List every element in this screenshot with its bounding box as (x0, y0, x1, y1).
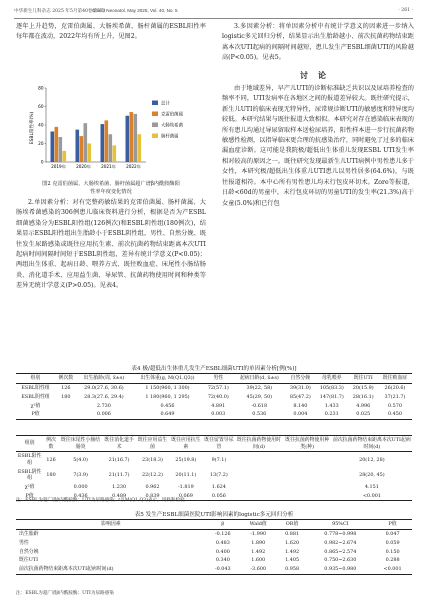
column-header: 母乳喂养 (315, 374, 348, 384)
discussion-heading: 讨论 (300, 69, 336, 80)
table-cell: 8.140 (293, 402, 308, 409)
table-cell: 0.450 (378, 410, 412, 419)
column-header: 影响因素 (16, 520, 206, 530)
table-row (16, 452, 412, 468)
table-cell: 28.3(27.6, 29.4) (84, 393, 124, 400)
table-cell: 0.340 (215, 557, 230, 564)
table4-title: 表4 极/超低出生体重儿发生产ESBL细菌UTI的单因素分析[例(%)] (131, 366, 297, 372)
table-cell: 1.620 (285, 539, 300, 546)
table-row (16, 383, 412, 392)
table-cell: ESBL阳性组 (16, 383, 55, 392)
table-cell: 2.730 (96, 402, 111, 409)
table-cell: 28(20, 45) (359, 471, 385, 478)
table-cell: 1 180(960, 1 295) (145, 393, 190, 400)
table-cell: 147(81.7) (319, 393, 344, 400)
table4-part2 (16, 435, 412, 501)
table-cell: 0.150 (385, 548, 400, 555)
legend-swatch (152, 112, 158, 117)
table-cell: 126 (43, 452, 59, 468)
table-cell: 21(16.7) (102, 452, 135, 468)
table-cell: 25(19.8) (169, 452, 202, 468)
table-cell: 13(7.2) (210, 471, 228, 478)
table-cell: 0.456 (160, 402, 175, 409)
table-cell: 23(18.3) (136, 452, 169, 468)
table-row (16, 393, 412, 402)
bar (109, 134, 113, 162)
bar (138, 134, 142, 162)
column-header: 既往抗菌药物使用种类(种) (283, 436, 332, 452)
table-cell: 0.069 (169, 491, 202, 500)
table-cell: -3.600 (240, 565, 277, 574)
table-cell: 1 150(960, 1 300) (131, 383, 203, 392)
table-cell: 1.405 (285, 557, 300, 564)
column-header: 出生体重(g, M(Q1,Q3)) (131, 374, 203, 384)
bar (126, 116, 130, 162)
table-cell: -0.126 (206, 529, 240, 538)
caption-line: 性率年度变化情况 (90, 189, 132, 195)
x-tick-label: 2020年 (76, 164, 91, 169)
y-tick-label: 60 (38, 104, 44, 109)
table-cell: 0.649 (131, 410, 203, 419)
column-header: 组别 (16, 374, 55, 384)
table-cell (283, 483, 332, 492)
column-header: 出生胎龄(周, x̄±s) (76, 374, 131, 384)
page-number: · 261 · (398, 8, 413, 13)
table-cell (235, 467, 282, 482)
left-column-main (16, 198, 206, 292)
table-cell: 1.600 (251, 557, 266, 564)
table-cell: 0.935~0.980 (308, 565, 374, 574)
column-header: 既往应用益生菌 (136, 436, 169, 452)
y-tick-label: 80 (38, 85, 44, 91)
table-cell: <0.001 (332, 491, 412, 500)
table-cell: -0.618 (251, 402, 268, 409)
table-cell: 0.006 (76, 410, 131, 419)
table-cell: 1.492 (285, 548, 300, 555)
column-header: 既往抗菌药物使用时间(d) (235, 436, 282, 452)
table4-part1 (16, 373, 412, 420)
table-cell: 45(29, 50) (246, 393, 273, 400)
journal-name: 中华新生儿科杂志 2025 年5月第40卷第5期 (14, 9, 105, 14)
table-cell: 0.489 (102, 491, 135, 500)
figure-2 (28, 82, 198, 174)
running-header (14, 6, 413, 19)
table-cell: 4.996 (356, 402, 371, 409)
table-cell: 0.000 (73, 483, 88, 490)
paragraph-multivariate: 3.多因素分析：将单因素分析中有统计学意义的因素进一步纳入logistic多元回归分析，结果显示出生胎龄越小、前次抗菌药物结束距离本次UTI起病的间隔时间越短，患儿发生产ESBL细菌UTI的风险越高(P<0.05)。见表5。 (222, 23, 414, 62)
table-cell: 0.436 (59, 491, 103, 500)
table-cell: 20(11.1) (175, 471, 197, 478)
table-cell: 男性 (19, 539, 29, 546)
column-header: Wald值 (240, 520, 277, 530)
table-cell: 0.536 (233, 410, 286, 419)
table-cell: 72(40.0) (207, 393, 229, 400)
bar (59, 137, 63, 162)
table-row (16, 565, 412, 574)
table-cell: 0.483 (215, 539, 230, 546)
bar-chart (28, 82, 198, 174)
table-cell (235, 483, 282, 492)
table-cell: ESBL阴性组 (17, 468, 42, 481)
table-row (16, 483, 412, 492)
table-row (16, 467, 412, 482)
table-cell: -1.819 (178, 483, 194, 490)
table-cell: 20(12, 28) (332, 452, 412, 468)
table-cell (55, 401, 76, 410)
bar (88, 144, 92, 163)
table-cell: 0.025 (349, 410, 378, 419)
legend-swatch (152, 101, 158, 106)
table-cell (283, 452, 332, 468)
table-row (16, 401, 412, 410)
column-header: 例次数 (55, 374, 76, 384)
column-header: 组别 (16, 436, 43, 452)
table-cell: 0.288 (385, 557, 400, 564)
bar (113, 145, 117, 162)
table-cell (55, 410, 76, 419)
bar (51, 131, 55, 162)
legend-label: 克雷伯菌属 (161, 112, 183, 118)
table-cell: χ²值 (30, 402, 41, 409)
table-cell: 39(31.0) (286, 383, 315, 392)
y-axis-label: ESBL阳性率(%) (30, 111, 35, 145)
table-cell: 180 (61, 393, 71, 400)
column-header: 既往应用抗生素 (169, 436, 202, 452)
table-cell: 180 (46, 471, 56, 478)
table-cell: P值 (16, 410, 55, 419)
bar (76, 130, 80, 162)
legend-label: 大肠埃希菌 (161, 123, 183, 129)
table-cell: 0.003 (204, 410, 233, 419)
column-header: 既往UTI (349, 374, 378, 384)
table-cell: 5(4.0) (59, 452, 103, 468)
table-cell: 20(15.9) (349, 383, 378, 392)
table-header-row (16, 520, 412, 530)
table-cell: 126 (55, 383, 76, 392)
bar (55, 127, 59, 162)
y-tick-label: 0 (40, 159, 44, 165)
table-cell (43, 483, 59, 492)
bar (84, 123, 88, 162)
table-cell: 85(47.2) (289, 393, 311, 400)
table-cell: 4.891 (211, 402, 226, 409)
table-cell: 0.231 (315, 410, 348, 419)
column-header: 既往床尾性小肠结肠炎 (59, 436, 103, 452)
column-header: 既往败血症 (378, 374, 412, 384)
table-cell: 0.056 (203, 491, 236, 500)
bar (105, 120, 109, 162)
bar (80, 136, 84, 162)
paragraph: 逐年上升趋势，克雷伯菌属、大肠埃希菌、肠杆菌属的ESBL阳性率每年都在波动，2022年均有所上升，见图2。 (16, 23, 206, 41)
right-column (222, 22, 414, 209)
chart-bars (51, 112, 142, 162)
table5-title: 表5 发生产ESBL细菌医院UTI影响因素的logistic多元回归分析 (134, 512, 294, 518)
table-cell: 1.492 (251, 548, 266, 555)
table-cell: 21(11.7) (108, 471, 130, 478)
column-header: 例次数 (43, 436, 59, 452)
column-header: P值 (373, 520, 412, 530)
table-cell: <0.001 (373, 565, 412, 574)
journal-citation: Chin J Neonatol, May 2025, Vol. 40, No. 5 (92, 8, 178, 13)
table-cell: 29.0(27.6, 30.6) (76, 383, 131, 392)
table-cell: 0.047 (373, 529, 412, 538)
y-tick-label: 40 (38, 122, 44, 128)
y-tick-label: 20 (38, 141, 44, 146)
column-header: OR值 (277, 520, 308, 530)
table-cell: 0.962 (145, 483, 160, 490)
table-cell (235, 452, 282, 468)
table4-note: 注：ESBL为超广谱β内酰胺酶；UTI为尿路感染；ᵃ以M(Q1,Q3)表示，用秩和检验 (16, 498, 185, 503)
table-row (16, 410, 412, 419)
table-cell: 0.570 (387, 402, 402, 409)
table-cell: -1.990 (240, 529, 277, 538)
bar (101, 124, 105, 162)
table-cell: 前次抗菌药物结束距离本次UTI起病时间(d) (16, 565, 206, 574)
table-cell: 22(12.2) (142, 471, 163, 478)
table-cell: χ²值 (24, 483, 35, 490)
table-cell: P值 (16, 491, 43, 500)
bar (134, 114, 138, 162)
table-cell: 0.839 (136, 491, 169, 500)
table-cell: ESBL阴性组 (21, 393, 50, 400)
table-cell: 0.400 (215, 548, 230, 555)
paragraph-univariate: 2.单因素分析：对有完整药敏结果的克雷伯菌属、肠杆菌属、大肠埃希菌感染的306例患儿临床资料进行分析，根据是否为产ESBL细菌感染分为ESBL阳性组(126例次)和ESBL阴性组(180例次)，结果显示ESBL阳性组出生胎龄小于ESBL阴性组，男性、自然分娩、既往发生尿路感染或既往应用抗生素、前次抗菌药物结束距离本次UTI起病时间间隔时间短于ESBL阴性组，差异有统计学意义(P<0.05)；两组出生体重、起病日龄、喂养方式、既往败血症、床尾性小肠结肠炎、消化道手术、应用益生菌、导尿管、抗菌药物使用时间和种类等差异无统计学意义(P>0.05)。见表4。 (16, 199, 206, 290)
table-cell: 72(57.1) (204, 383, 233, 392)
caption-line: 图2 克雷伯菌属、大肠埃希菌、肠杆菌属超广谱β内酰胺酶阳 (42, 181, 180, 187)
table-header-row (16, 374, 412, 384)
left-column-top (16, 22, 206, 43)
table-cell: 自然分娩 (19, 548, 39, 555)
table-cell: 1.433 (324, 402, 339, 409)
x-tick-label: 2019年 (51, 164, 66, 169)
table-cell (283, 467, 332, 482)
table-cell: 28(16.1) (352, 393, 374, 400)
column-header: 既往留置导尿管 (203, 436, 236, 452)
table-cell: 出生胎龄 (16, 529, 206, 538)
figure-caption (16, 180, 206, 196)
x-tick-label: 2021年 (101, 164, 116, 169)
table5-note: 注：ESBL为超广谱β内酰胺酶；UTI为尿路感染 (16, 591, 114, 596)
table-cell: 9(7.1) (203, 452, 236, 468)
table-cell: 4.151 (364, 483, 379, 490)
table-cell: 39(22, 58) (233, 383, 286, 392)
column-header: 既往消化道手术 (102, 436, 135, 452)
x-tick-label: 2022年 (126, 164, 141, 169)
table-cell: 既往UTI (19, 557, 39, 564)
bar (130, 112, 134, 162)
table-cell: 0.750~2.630 (324, 557, 357, 564)
table-cell: 0.004 (286, 410, 315, 419)
table-cell: 1.890 (251, 539, 266, 546)
chart-legend (152, 100, 184, 140)
column-header: 前次抗菌药物结束距离本次UTI起病时间(d) (332, 436, 412, 452)
table-cell: 105(83.3) (315, 383, 348, 392)
table-cell: 0.958 (277, 565, 308, 574)
table-header-row (16, 436, 412, 452)
table-row (16, 529, 412, 538)
table-cell: 0.982~2.674 (324, 539, 357, 546)
table-cell: 0.881 (277, 529, 308, 538)
table-cell: ESBL阳性组 (17, 453, 42, 466)
legend-label: 肠杆菌属 (161, 134, 179, 140)
table-cell: 7(3.9) (73, 471, 88, 478)
table-cell: 1.624 (211, 483, 226, 490)
column-header: 男性 (204, 374, 233, 384)
table5 (16, 519, 412, 575)
table-cell: 37(21.7) (384, 393, 406, 400)
table-cell: 26(20.6) (378, 383, 412, 392)
table-cell: 0.865~2.574 (324, 548, 357, 555)
legend-label: 总计 (161, 101, 170, 107)
column-header: 起病日龄(d, x̄±s) (233, 374, 286, 384)
table-row (16, 556, 412, 565)
column-header: 自然分娩 (286, 374, 315, 384)
table-cell: 0.059 (385, 539, 400, 546)
table-row (16, 547, 412, 556)
column-header: 95%CI (308, 520, 374, 530)
table-cell: 1.230 (112, 483, 127, 490)
paragraph-discussion: 由于地域差异，早产儿UTI的诊断标准缺乏共识以及尿培养检查的频率不同，UTI发病率在各地区之间的报道差异较大。既往研究提示，新生儿UTI的临床表现无特异性，尿常规诊断UTI的敏感度和特异度均较低。本研究结果与既往报道大致相似。本研究对存在感染临床表现的所有患儿均通过导尿留取样本送检尿培养，阳性样本进一步行抗菌药物敏感性检测，以指导临床更合理的抗感染治疗，同时避免了过多的临床漏血症诊断。这可能是我院极/超低出生体重儿发现ESBL UTI发生率相对较高的原因之一。既往研究发现最新生儿UTI病例中男性患儿多于女性，本研究极/超低出生体重儿UTI患儿以男性居多(64.6%)，与既往报道相符。本中心所有男性患儿均未行包皮环切术。Zore等报道，日龄<60d的男童中，未行包皮环切的男童UTI的发生率(21.3%)高于女童(5.0%)和已行包 (222, 85, 414, 207)
table-row (16, 539, 412, 548)
table-cell: -0.043 (206, 565, 240, 574)
column-header: β (206, 520, 240, 530)
legend-swatch (152, 123, 158, 128)
table-cell: 0.778~0.998 (308, 529, 374, 538)
bar (63, 151, 67, 162)
legend-swatch (152, 134, 158, 139)
